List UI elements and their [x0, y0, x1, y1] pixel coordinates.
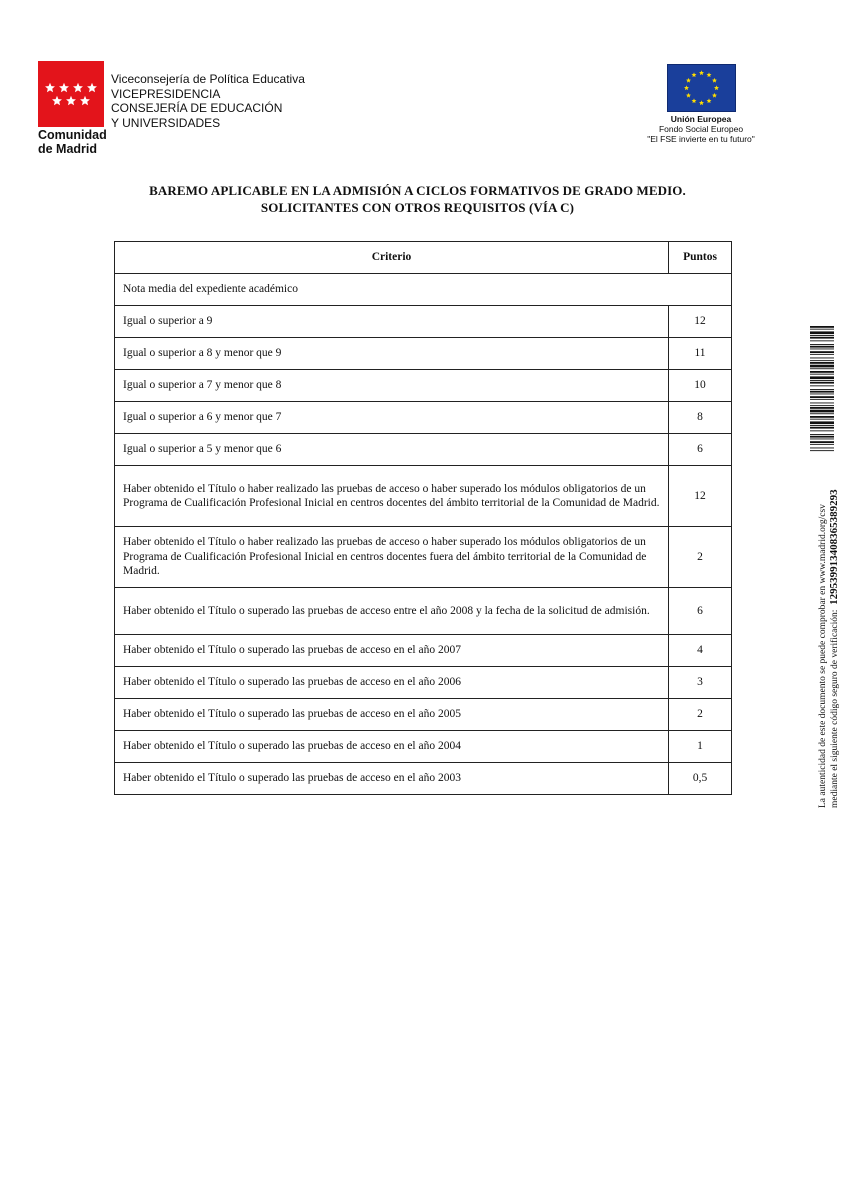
table-row	[115, 402, 732, 434]
criterio-cell: Haber obtenido el Título o superado las pruebas de acceso en el año 2006	[115, 667, 669, 699]
eu-fund: Fondo Social Europeo	[658, 124, 744, 134]
barcode-bar	[810, 419, 834, 420]
barcode-bar	[810, 434, 834, 435]
barcode-bar	[810, 358, 834, 359]
puntos-cell: 10	[669, 370, 732, 402]
eu-star-icon	[707, 98, 712, 103]
criterio-cell: Haber obtenido el Título o haber realizado las pruebas de acceso o haber superado los módulos obligatorios de un Programa de Cualificación Profesional Inicial en centros docentes del ámbito territorial de la Comunidad de Madrid.	[115, 466, 669, 527]
criterio-cell: Igual o superior a 5 y menor que 6	[115, 434, 669, 466]
puntos-cell: 3	[669, 667, 732, 699]
barcode-bar	[810, 430, 834, 431]
barcode-bar	[810, 371, 834, 373]
barcode-bar	[810, 396, 834, 398]
puntos-cell: 0,5	[669, 763, 732, 795]
barcode-bar	[810, 365, 834, 368]
document-title	[60, 182, 775, 216]
table-row	[115, 731, 732, 763]
table-row	[115, 338, 732, 370]
verification-code: 1295399134083653892​93	[828, 489, 840, 605]
barcode-bar	[810, 407, 834, 409]
barcode-bar	[810, 391, 834, 393]
eu-star-icon	[686, 93, 691, 98]
barcode-bar	[810, 335, 834, 336]
barcode-bar	[810, 331, 834, 334]
barcode-bar	[810, 405, 834, 406]
eu-star-icon	[686, 78, 691, 83]
barcode-bar	[810, 337, 834, 339]
eu-star-icon	[699, 70, 704, 75]
baremo-table	[114, 241, 732, 795]
table-row	[115, 370, 732, 402]
criterio-cell: Haber obtenido el Título o haber realizado las pruebas de acceso o haber superado los módulos obligatorios de un Programa de Cualificación Profesional Inicial en centros docentes fuera del ámbito territorial de la Comunidad de Madrid.	[115, 527, 669, 588]
eu-flag-icon	[667, 64, 736, 112]
barcode-bar	[810, 380, 834, 381]
barcode-bar	[810, 368, 834, 369]
star-icon	[73, 83, 83, 92]
barcode-bar	[810, 340, 834, 341]
star-icon	[66, 96, 76, 105]
barcode-bar	[810, 389, 834, 390]
star-icon	[87, 83, 97, 92]
criterio-cell: Igual o superior a 9	[115, 306, 669, 338]
barcode-bar	[810, 394, 834, 395]
barcode-bar	[810, 421, 834, 424]
barcode-bar	[810, 399, 834, 400]
barcode-bar	[810, 436, 834, 438]
puntos-cell: 6	[669, 434, 732, 466]
barcode-bar	[810, 326, 834, 328]
criterio-cell: Haber obtenido el Título o superado las pruebas de acceso en el año 2005	[115, 699, 669, 731]
eu-star-icon	[714, 85, 719, 90]
barcode-bar	[810, 360, 834, 361]
star-icon	[52, 96, 62, 105]
verification-prefix: mediante el siguiente código seguro de verificación:	[830, 609, 840, 808]
eu-caption	[620, 114, 782, 144]
barcode-bar	[810, 403, 834, 404]
barcode-bar	[810, 374, 834, 375]
puntos-cell: 12	[669, 466, 732, 527]
puntos-cell: 1	[669, 731, 732, 763]
criterio-cell: Haber obtenido el Título o superado las pruebas de acceso en el año 2003	[115, 763, 669, 795]
section-row	[115, 274, 732, 306]
barcode-bar	[810, 416, 834, 418]
puntos-cell: 12	[669, 306, 732, 338]
barcode-bar	[810, 329, 834, 330]
puntos-cell: 11	[669, 338, 732, 370]
table-row	[115, 667, 732, 699]
barcode-icon	[810, 326, 834, 452]
barcode-bar	[810, 349, 834, 350]
table-row	[115, 588, 732, 635]
star-icon	[45, 83, 55, 92]
star-icon	[80, 96, 90, 105]
verification-note	[818, 478, 841, 808]
star-icon	[59, 83, 69, 92]
org-name-line1: Comunidad	[38, 128, 107, 142]
eu-star-icon	[684, 85, 689, 90]
barcode-bar	[810, 376, 834, 379]
dept-line-3: CONSEJERÍA DE EDUCACIÓN	[111, 101, 283, 115]
criterio-cell: Haber obtenido el Título o superado las pruebas de acceso en el año 2007	[115, 635, 669, 667]
barcode-bar	[810, 382, 834, 384]
title-line-1: BAREMO APLICABLE EN LA ADMISIÓN A CICLOS FORMATIVOS DE GRADO MEDIO.	[149, 183, 686, 198]
table-row	[115, 306, 732, 338]
barcode-bar	[810, 439, 834, 440]
criterio-cell: Haber obtenido el Título o superado las pruebas de acceso entre el año 2008 y la fecha de la solicitud de admisión.	[115, 588, 669, 635]
eu-title: Unión Europea	[670, 114, 732, 124]
puntos-cell: 4	[669, 635, 732, 667]
eu-star-icon	[692, 98, 697, 103]
barcode-bar	[810, 425, 834, 426]
org-name-line2: de Madrid	[38, 142, 98, 156]
table-header-row	[115, 242, 732, 274]
eu-stars-icon	[668, 65, 735, 111]
table-row	[115, 434, 732, 466]
eu-star-icon	[699, 100, 704, 105]
barcode-bar	[810, 444, 834, 445]
title-line-2: SOLICITANTES CON OTROS REQUISITOS (VÍA C)	[260, 200, 575, 215]
barcode-bar	[810, 354, 834, 355]
table-row	[115, 699, 732, 731]
header-puntos: Puntos	[669, 242, 732, 274]
barcode-bar	[810, 441, 834, 443]
puntos-cell: 2	[669, 699, 732, 731]
table-row	[115, 527, 732, 588]
dept-line-4: Y UNIVERSIDADES	[111, 115, 221, 130]
verification-line-2	[829, 478, 841, 808]
barcode-bar	[810, 450, 834, 451]
barcode-bar	[810, 385, 834, 386]
table-row	[115, 635, 732, 667]
eu-star-icon	[712, 93, 717, 98]
section-label: Nota media del expediente académico	[115, 274, 732, 306]
barcode-bar	[810, 344, 834, 345]
eu-motto: "El FSE invierte en tu futuro"	[647, 134, 755, 144]
puntos-cell: 6	[669, 588, 732, 635]
criterio-cell: Igual o superior a 8 y menor que 9	[115, 338, 669, 370]
eu-star-icon	[692, 72, 697, 77]
table-row	[115, 466, 732, 527]
barcode-bar	[810, 413, 834, 414]
department-block	[111, 72, 305, 130]
barcode-bar	[810, 448, 834, 449]
puntos-cell: 2	[669, 527, 732, 588]
eu-star-icon	[707, 72, 712, 77]
barcode-bar	[810, 351, 834, 353]
puntos-cell: 8	[669, 402, 732, 434]
comunidad-madrid-logo	[38, 61, 104, 127]
barcode-bar	[810, 427, 834, 429]
barcode-bar	[810, 410, 834, 413]
dept-line-1: Viceconsejería de Política Educativa	[111, 72, 305, 86]
eu-star-icon	[712, 78, 717, 83]
dept-line-2: VICEPRESIDENCIA	[111, 86, 221, 101]
org-name	[38, 128, 107, 156]
table-row	[115, 763, 732, 795]
barcode-bar	[810, 346, 834, 348]
barcode-bar	[810, 362, 834, 364]
verification-line-1: La autenticidad de este documento se puede comprobar en www.madrid.org/csv	[818, 504, 828, 808]
criterio-cell: Igual o superior a 6 y menor que 7	[115, 402, 669, 434]
criterio-cell: Haber obtenido el Título o superado las pruebas de acceso en el año 2004	[115, 731, 669, 763]
criterio-cell: Igual o superior a 7 y menor que 8	[115, 370, 669, 402]
header-criterio: Criterio	[115, 242, 669, 274]
seven-stars-icon	[38, 61, 104, 127]
